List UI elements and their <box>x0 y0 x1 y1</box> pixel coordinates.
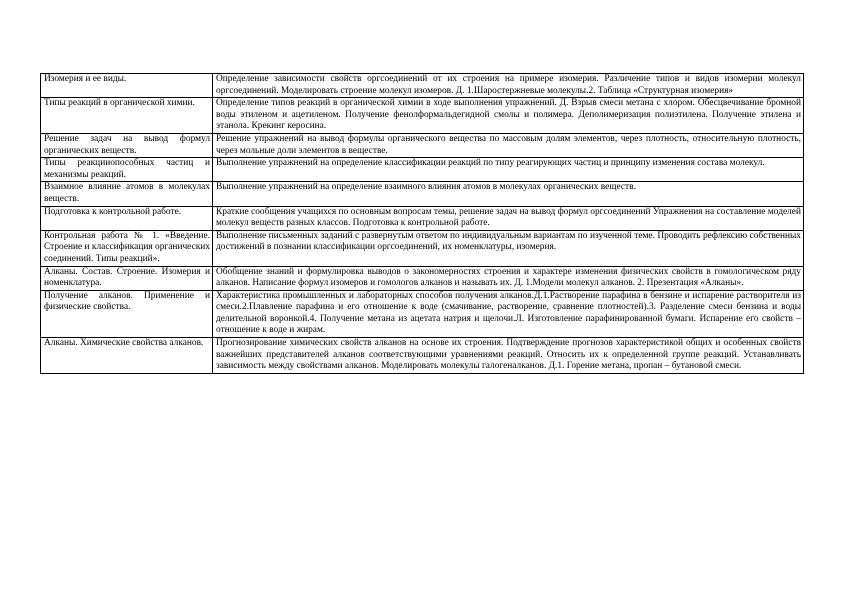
description-cell <box>213 98 804 134</box>
topic-text: Алканы. Состав. Строение. Изомерия и номенклатура. <box>44 266 210 289</box>
table-row <box>41 133 804 157</box>
description-cell <box>213 206 804 230</box>
topic-cell <box>41 182 213 206</box>
description-text: Характеристика промышленных и лабораторных способов получения алканов.Д.1.Растворение парафина в бензине и испарение растворителя из смеси.2.Плавление парафина и его отношение к воде (смачивание, растворение, сравнение плотностей).3. Разделение смеси бензина и воды делительной воронкой.4. Получение метана из ацетата натрия и щелочи.Л. Изготовление парафинированной бумаги. Испарение его свойств – отношение к воде и жирам. <box>216 290 801 336</box>
lesson-plan-table <box>40 73 804 374</box>
table-body <box>41 74 804 374</box>
topic-text: Взаимное влияние атомов в молекулах веществ. <box>44 182 210 204</box>
topic-text: Решение задач на вывод формул органических веществ. <box>44 133 210 156</box>
topic-text: Контрольная работа № 1. «Введение. Строение и классификация органических соединений. Типы реакций». <box>44 230 210 264</box>
description-cell <box>213 158 804 182</box>
topic-text: Типы реакций в органической химии. <box>44 98 195 109</box>
table-row <box>41 158 804 182</box>
description-text: Выполнение упражнений на определение взаимного влияния атомов в молекулах органических веществ. <box>216 182 636 193</box>
table-row <box>41 230 804 266</box>
description-cell <box>213 182 804 206</box>
topic-cell <box>41 206 213 230</box>
description-text: Выполнение упражнений на определение классификации реакций по типу реагирующих частиц и принципу изменения состава молекул. <box>216 158 765 169</box>
topic-cell <box>41 230 213 266</box>
description-text: Обобщение знаний и формулировка выводов о закономерностях строения и характере изменения физических свойств в гомологическом ряду алканов. Написание формул изомеров и гомологов алканов и называть их. Д. 1.Модели молекул алканов. 2. Презентация «Алканы». <box>216 266 801 289</box>
description-cell <box>213 266 804 290</box>
description-cell <box>213 133 804 157</box>
table-row <box>41 182 804 206</box>
description-cell <box>213 290 804 337</box>
topic-cell <box>41 158 213 182</box>
table-row <box>41 206 804 230</box>
table-row <box>41 290 804 337</box>
description-text: Прогнозирование химических свойств алканов на основе их строения. Подтверждение прогнозов характеристикой общих и особенных свойств важнейших представителей алканов соответствующими уравнениями реакций. Относить их к определенной группе реакций. Устанавливать зависимость между свойствами алканов. Моделировать молекулы галогеналканов. Д.1. Горение метана, пропан – бутановой смеси. <box>216 338 801 372</box>
description-cell <box>213 74 804 98</box>
topic-text: Подготовка к контрольной работе. <box>44 206 182 217</box>
table-row <box>41 98 804 134</box>
topic-cell <box>41 74 213 98</box>
table-row <box>41 338 804 374</box>
topic-text: Алканы. Химические свойства алканов. <box>44 338 204 349</box>
topic-cell <box>41 290 213 337</box>
topic-cell <box>41 338 213 374</box>
description-text: Выполнение письменных заданий с развернутым ответом по индивидуальным вариантам по изученной теме. Проводить рефлексию собственных достижений в познании классификации оргсоединений, их номенклатуры, изомерия. <box>216 230 801 253</box>
description-cell <box>213 338 804 374</box>
description-cell <box>213 230 804 266</box>
table-row <box>41 266 804 290</box>
table-row <box>41 74 804 98</box>
description-text: Определение зависимости свойств оргсоединений от их строения на примере изомерия. Различение типов и видов изомерии молекул оргсоединений. Моделировать строение молекул изомеров. Д. 1.Шаростержневые молекулы.2. Таблица «Структурная изомерия» <box>216 74 801 96</box>
description-text: Определение типов реакций в органической химии в ходе выполнения упражнений. Д. Взрыв смеси метана с хлором. Обесцвечивание бромной воды этиленом и ацетиленом. Получение фенолформальдегидной смолы и полимера. Деполимеризация полиэтилена. Получение этилена и этанола. Крекинг керосина. <box>216 98 801 132</box>
topic-text: Получение алканов. Применение и физические свойства. <box>44 290 210 313</box>
description-text: Решение упражнений на вывод формулы органического вещества по массовым долям элементов, через плотность, относительную плотность, через мольные доли элементов в веществе. <box>216 133 801 156</box>
topic-text: Изомерия и ее виды. <box>44 74 127 84</box>
topic-cell <box>41 98 213 134</box>
topic-text: Типы реакцииопособных частиц и механизмы реакций. <box>44 158 210 180</box>
topic-cell <box>41 133 213 157</box>
topic-cell <box>41 266 213 290</box>
description-text: Краткие сообщения учащихся по основным вопросам темы, решение задач на вывод формул оргсоединений Упражнения на составление моделей молекул веществ разных классов. Подготовка к контрольной работе. <box>216 206 801 229</box>
